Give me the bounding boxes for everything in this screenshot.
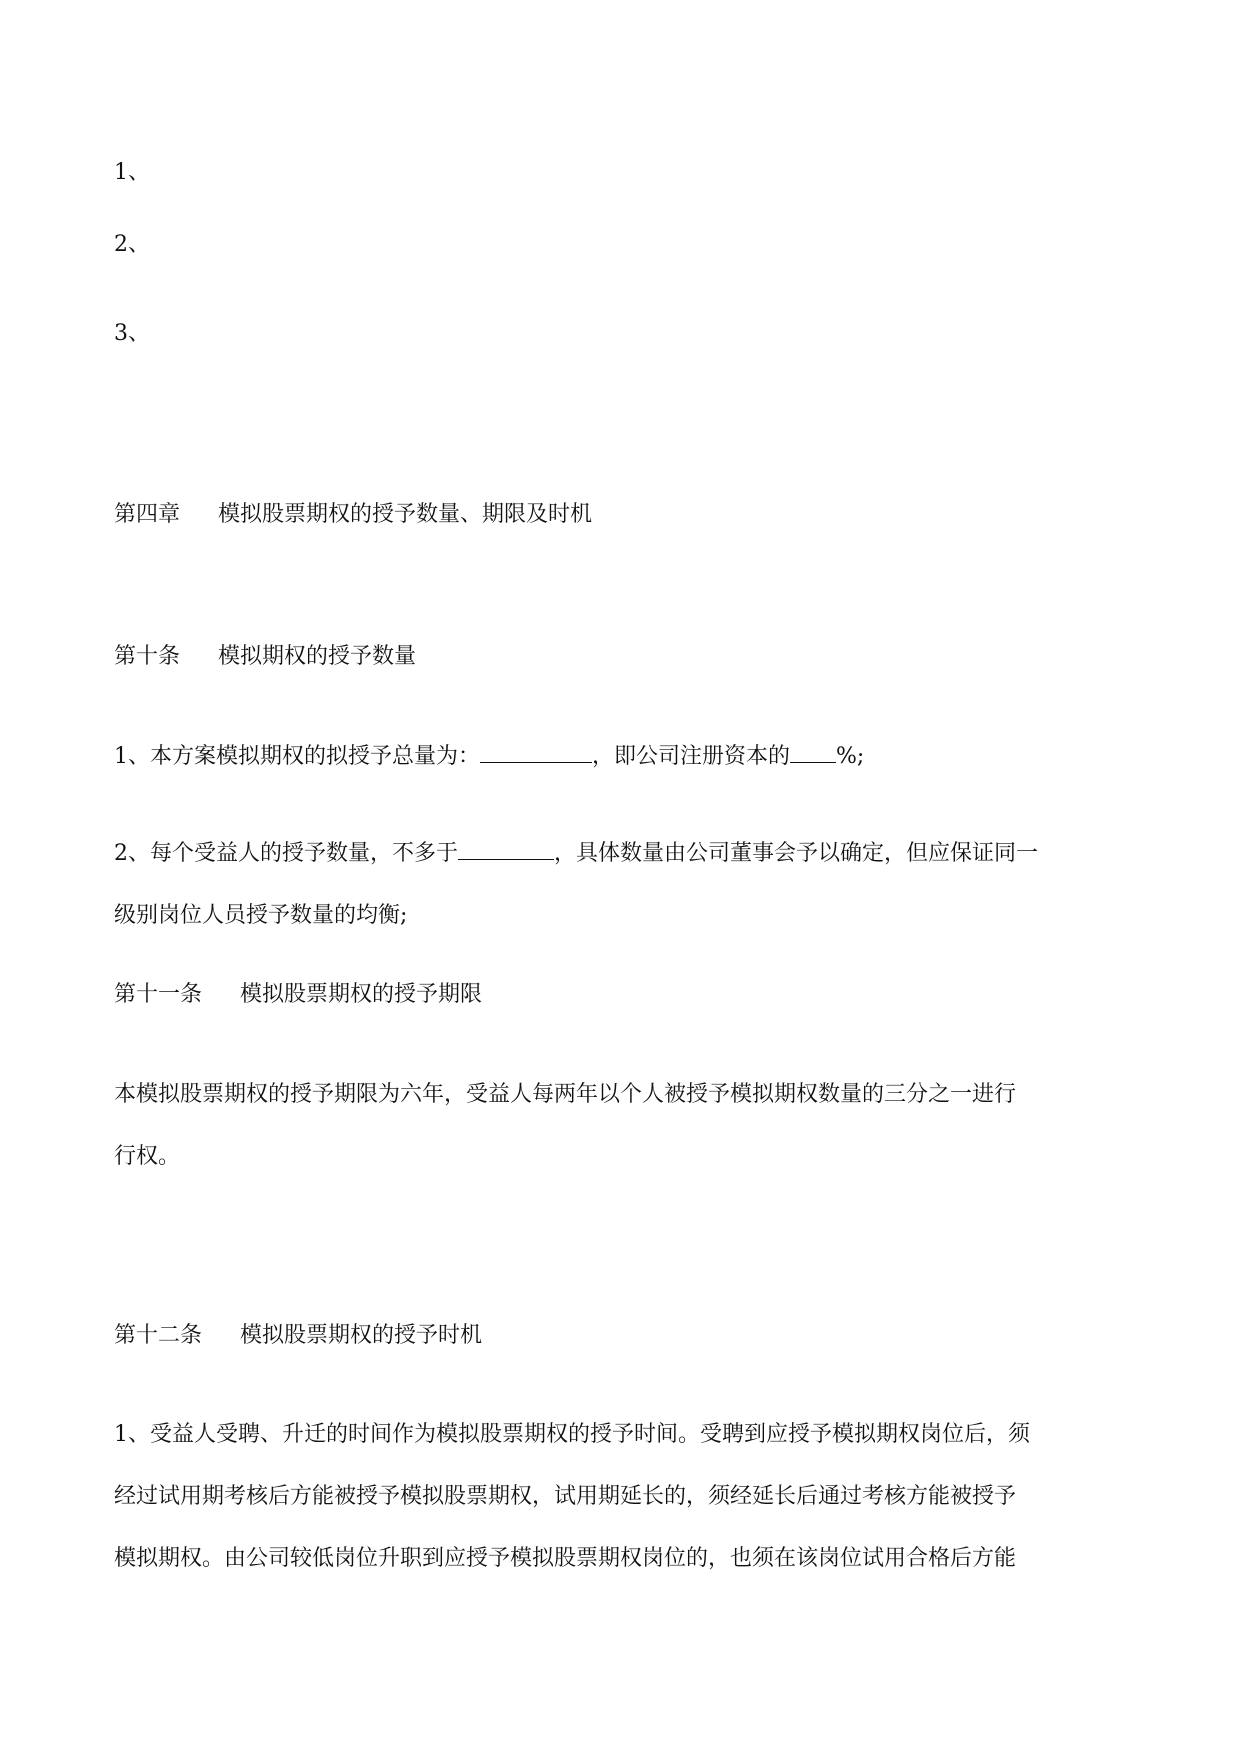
article-12-title: 模拟股票期权的授予时机 (240, 1323, 483, 1348)
individual-limit-blank (458, 837, 554, 860)
article-12-item-1: 1、受益人受聘、升迁的时间作为模拟股票期权的授予时间。受聘到应授予模拟期权岗位后，须 经过试用期考核后方能被授予模拟股票期权，试用期延长的，须经延长后通过考核方能被授予 模拟期权。由公司较低岗位升职到应授予模拟股票期权岗位的，也须在该岗位试用合格后方能 (114, 1422, 1031, 1571)
article-12-number: 第十二条 (114, 1323, 203, 1348)
list-item-1: 1、 (114, 160, 150, 185)
total-quantity-blank (480, 740, 592, 763)
article-11-number: 第十一条 (114, 982, 203, 1007)
article-10-item-2: 2、每个受益人的授予数量，不多于 ，具体数量由公司董事会予以确定，但应保证同一 级别岗位人员授予数量的均衡; (114, 823, 1144, 947)
article-10-title: 模拟期权的授予数量 (218, 644, 417, 669)
article-10-item-1: 1、本方案模拟期权的拟授予总量为： ，即公司注册资本的 %; (114, 740, 864, 772)
article-11-title: 模拟股票期权的授予期限 (240, 982, 483, 1007)
chapter-title: 模拟股票期权的授予数量、期限及时机 (218, 502, 593, 527)
list-item-2: 2、 (114, 232, 150, 257)
percentage-blank (790, 740, 836, 763)
article-12-heading (114, 1321, 482, 1351)
list-item-3: 3、 (114, 321, 150, 346)
chapter-number: 第四章 (114, 502, 181, 527)
article-11-heading (114, 980, 482, 1010)
chapter-heading (114, 500, 592, 530)
article-10-heading (114, 642, 416, 672)
article-11-body: 本模拟股票期权的授予期限为六年，受益人每两年以个人被授予模拟期权数量的三分之一进行 行权。 (114, 1082, 1017, 1169)
article-10-number: 第十条 (114, 644, 181, 669)
